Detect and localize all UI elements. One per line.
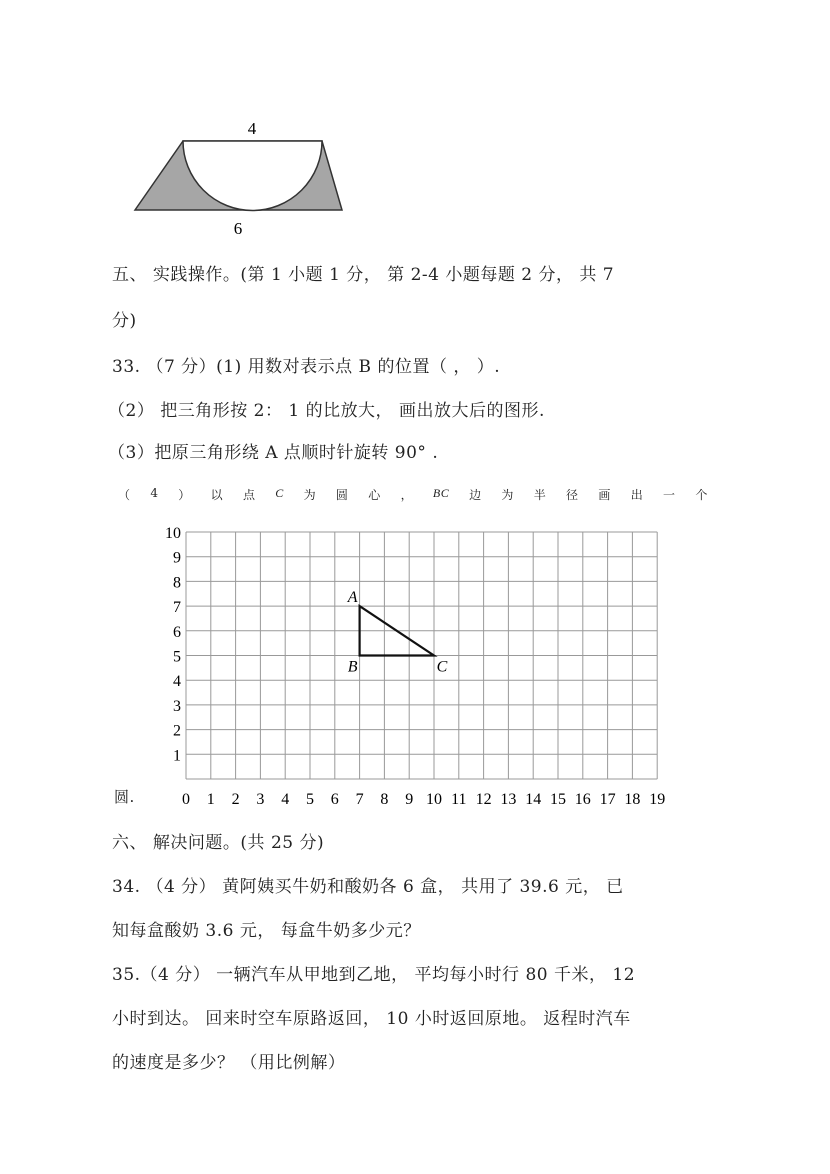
q33-part4-token: 半	[533, 488, 547, 502]
x-tick-label: 6	[330, 791, 339, 808]
q35-line3: 的速度是多少？ （用比例解）	[112, 1053, 346, 1073]
x-tick-label: 19	[649, 791, 666, 808]
x-tick-label: 14	[525, 791, 542, 808]
x-tick-label: 1	[206, 791, 215, 808]
q33-part4-token: 点	[242, 488, 256, 502]
q35-line2: 小时到达。 回来时空车原路返回， 10 小时返回原地。 返程时汽车	[112, 1009, 631, 1029]
y-tick-label: 2	[173, 722, 181, 740]
x-tick-label: 7	[355, 791, 364, 808]
x-tick-label: 12	[475, 791, 492, 808]
top-side-label: 4	[247, 119, 257, 138]
x-tick-label: 0	[182, 791, 190, 808]
vertex-label-a: A	[347, 589, 358, 607]
y-tick-label: 8	[173, 574, 181, 592]
q33-part4-token: 以	[210, 488, 224, 502]
q33-part4-token: 为	[501, 488, 514, 502]
q33-part4	[118, 486, 708, 503]
q35-line1: 35.（4 分） 一辆汽车从甲地到乙地， 平均每小时行 80 千米， 12	[112, 965, 636, 985]
section5-title: 五、 实践操作。(第 1 小题 1 分， 第 2-4 小题每题 2 分， 共 7	[112, 265, 615, 285]
q33-part3: （3）把原三角形绕 A 点顺时针旋转 90° .	[108, 443, 439, 463]
q33-part4-token: ）	[178, 488, 191, 502]
q33-part4-token: BC	[432, 486, 450, 500]
y-tick-label: 7	[173, 599, 181, 617]
y-tick-label: 10	[165, 525, 181, 542]
y-tick-label: 6	[173, 623, 181, 641]
q33-part4-token: 径	[566, 488, 579, 502]
coordinate-grid	[150, 518, 690, 813]
q33-part4-token: C	[275, 486, 284, 500]
x-tick-label: 16	[574, 791, 591, 808]
vertex-label-b: B	[347, 658, 358, 676]
q33-part4-token: ，	[400, 488, 414, 502]
x-tick-label: 9	[405, 791, 414, 808]
x-tick-label: 10	[426, 791, 442, 808]
q34-line2: 知每盒酸奶 3.6 元， 每盒牛奶多少元？	[112, 921, 421, 941]
x-tick-label: 5	[306, 791, 314, 808]
q33-part4-token: 画	[598, 488, 611, 502]
x-tick-label: 2	[231, 791, 240, 808]
q34-line1: 34. （4 分） 黄阿姨买牛奶和酸奶各 6 盒， 共用了 39.6 元， 已	[112, 877, 624, 897]
x-tick-label: 15	[550, 791, 566, 808]
q33-part4-token: 圆	[335, 488, 349, 502]
q33-part4-token: 边	[469, 488, 482, 502]
x-tick-label: 8	[380, 791, 389, 808]
section6-title: 六、 解决问题。(共 25 分)	[112, 833, 325, 853]
x-tick-label: 17	[599, 791, 616, 808]
x-tick-label: 4	[281, 791, 290, 808]
q33-part4-token: （	[118, 488, 131, 502]
trapezoid-semicircle-figure	[120, 110, 360, 245]
q33-part2: （2） 把三角形按 2： 1 的比放大， 画出放大后的图形.	[108, 401, 545, 421]
y-tick-label: 1	[173, 747, 181, 765]
vertex-label-c: C	[436, 658, 448, 676]
x-tick-label: 11	[451, 791, 467, 808]
section5-title-cont: 分)	[112, 311, 137, 331]
q33-part4-token: 出	[630, 488, 644, 502]
y-tick-label: 4	[173, 673, 181, 691]
q33-part1: 33. （7 分）(1) 用数对表示点 B 的位置（ ， ）.	[112, 357, 501, 377]
y-tick-label: 5	[173, 648, 181, 666]
q33-part4-token: 个	[695, 488, 708, 502]
x-tick-label: 3	[256, 791, 265, 808]
q33-part4-token: 4	[150, 486, 159, 500]
bottom-side-label: 6	[233, 219, 243, 238]
q33-part4-token: 一	[663, 488, 676, 502]
q33-part4-token: 心	[368, 488, 381, 502]
y-tick-label: 9	[173, 549, 181, 567]
y-tick-label: 3	[173, 697, 181, 715]
q33-part4-token: 为	[303, 488, 317, 502]
x-tick-label: 13	[500, 791, 517, 808]
x-tick-label: 18	[624, 791, 641, 808]
q33-part4-end: 圆.	[114, 788, 135, 806]
